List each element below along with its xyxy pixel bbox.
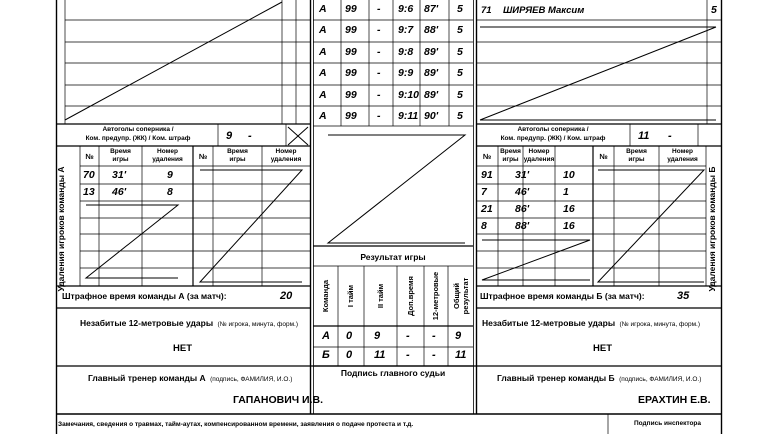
result-h1: 0 — [346, 349, 353, 361]
goal-time: 87' — [424, 3, 439, 15]
goal-dash: - — [377, 89, 381, 101]
team-b-player-value: 5 — [711, 4, 717, 16]
goal-time: 89' — [424, 67, 439, 79]
penalty-b-label: Штрафное время команды Б (за матч): — [480, 291, 645, 301]
team-b-player-number: 71 — [481, 5, 492, 16]
col-header-time-line1: Время — [110, 148, 131, 155]
goal-player-number: 99 — [345, 67, 357, 79]
goal-score: 9:10 — [398, 89, 420, 101]
col-header-time-line1: Время — [227, 148, 248, 155]
team-b-autogoals-value: 11 — [638, 130, 650, 142]
goal-time: 89' — [424, 46, 439, 58]
goal-team: А — [319, 89, 327, 101]
col-header-time-line2: игры — [502, 156, 519, 163]
result-header-4: 12-метровые — [431, 271, 440, 321]
goal-code: 5 — [457, 67, 463, 79]
missed-b-note: (№ игрока, минута, форм.) — [619, 321, 701, 328]
coach-b-label-group — [497, 369, 701, 385]
result-header-2: II тайм — [375, 283, 385, 309]
removal-number: 9 — [167, 169, 173, 181]
goal-team: А — [319, 24, 327, 36]
removal-player-number: 91 — [481, 169, 493, 181]
coach-a-note: (подпись, ФАМИЛИЯ, И.О.) — [210, 376, 293, 383]
result-h2: 11 — [374, 349, 386, 361]
goal-player-number: 99 — [345, 110, 357, 122]
penalty-b-value: 35 — [677, 290, 690, 302]
missed-a-label: Незабитые 12-метровые удары — [80, 318, 214, 328]
result-header-5: Общий результат — [451, 277, 470, 315]
coach-a-name: ГАПАНОВИЧ И.В. — [233, 394, 324, 406]
removal-number: 16 — [563, 220, 575, 232]
removal-time: 86' — [515, 203, 530, 215]
result-h1: 0 — [346, 330, 353, 342]
goal-dash: - — [377, 3, 381, 15]
result-title: Результат игры — [360, 252, 426, 262]
remarks-label: Замечания, сведения о травмах, тайм-аутах, компенсированном времени, заявления о подаче протеста и т.д. — [58, 421, 414, 428]
removal-time: 46' — [112, 186, 127, 198]
goal-team: А — [319, 46, 327, 58]
goal-team: А — [319, 67, 327, 79]
col-header-removal-line1: Номер — [528, 148, 550, 155]
missed-a-value: НЕТ — [173, 343, 192, 354]
removal-number: 8 — [167, 186, 173, 198]
result-total: 11 — [455, 349, 467, 361]
result-extra: - — [406, 330, 410, 342]
team-b-autogoals-dash: - — [668, 130, 672, 142]
goal-code: 5 — [457, 89, 463, 101]
goal-score: 9:11 — [398, 110, 419, 122]
team-a-autogoals-value: 9 — [226, 130, 233, 142]
col-header-number: № — [198, 152, 208, 161]
coach-b-name: ЕРАХТИН Е.В. — [638, 394, 711, 406]
col-header-number: № — [599, 152, 608, 161]
missed-a-label-group — [80, 314, 298, 330]
goal-code: 5 — [457, 24, 463, 36]
goal-code: 5 — [457, 46, 463, 58]
team-a-autogoals-dash: - — [248, 130, 252, 142]
result-team: Б — [322, 349, 330, 361]
result-header-1: I тайм — [346, 284, 355, 308]
col-header-removal-line2: удаления — [152, 156, 183, 163]
goal-score: 9:6 — [398, 3, 414, 15]
removal-time: 46' — [515, 186, 530, 198]
col-header-time-line2: игры — [229, 156, 246, 163]
goal-score: 9:9 — [398, 67, 414, 79]
removal-player-number: 70 — [83, 169, 95, 181]
result-header-3: Доп.время — [405, 276, 415, 316]
col-header-removal-line2: удаления — [667, 156, 698, 163]
penalty-a-value: 20 — [280, 290, 293, 302]
col-header-time-line1: Время — [500, 148, 521, 155]
col-header-time-line2: игры — [112, 156, 129, 163]
goal-time: 89' — [424, 89, 439, 101]
goal-team: А — [319, 3, 327, 15]
result-h2: 9 — [374, 330, 381, 342]
col-header-number: № — [85, 152, 94, 161]
result-total: 9 — [455, 330, 462, 342]
team-a-autogoals-label: Автоголы соперника / Ком. предупр. (ЖК) / Ком. штраф — [85, 126, 191, 142]
team-b-player-name: ШИРЯЕВ Максим — [503, 5, 585, 16]
removal-number: 16 — [563, 203, 575, 215]
removal-player-number: 13 — [83, 186, 95, 198]
col-header-removal-line2: удаления — [270, 156, 302, 163]
result-pen: - — [432, 349, 436, 361]
goal-score: 9:7 — [398, 24, 414, 36]
col-header-time-line1: Время — [626, 148, 647, 155]
side-label-team-a: Удаления игроков команды А — [56, 166, 66, 292]
removal-number: 10 — [563, 169, 575, 181]
result-extra: - — [406, 349, 410, 361]
goal-code: 5 — [457, 110, 463, 122]
goal-player-number: 99 — [345, 24, 357, 36]
missed-b-value: НЕТ — [593, 343, 612, 354]
goal-team: А — [319, 110, 327, 122]
goal-dash: - — [377, 24, 381, 36]
col-header-time-line2: игры — [628, 156, 645, 163]
removal-player-number: 21 — [481, 203, 493, 215]
side-label-team-b: Удаления игроков команды Б — [707, 166, 717, 292]
result-team: А — [322, 330, 330, 342]
goal-player-number: 99 — [345, 89, 357, 101]
col-header-removal-line1: Номер — [275, 148, 297, 155]
team-b-autogoals-label: Автоголы соперника / Ком. предупр. (ЖК) / Ком. штраф — [500, 126, 606, 142]
inspector-signature-label: Подпись инспектора — [634, 420, 702, 427]
coach-b-label: Главный тренер команды Б — [497, 373, 615, 383]
col-header-removal-line1: Номер — [157, 148, 178, 155]
coach-a-label-group — [88, 369, 292, 385]
goal-time: 90' — [424, 110, 439, 122]
goal-player-number: 99 — [345, 46, 357, 58]
result-pen: - — [432, 330, 436, 342]
removal-time: 31' — [112, 169, 127, 181]
removal-time: 31' — [515, 169, 530, 181]
col-header-removal-line2: удаления — [523, 156, 555, 163]
col-header-removal-line1: Номер — [672, 148, 693, 155]
goal-player-number: 99 — [345, 3, 357, 15]
goal-score: 9:8 — [398, 46, 414, 58]
goal-dash: - — [377, 46, 381, 58]
coach-a-label: Главный тренер команды А — [88, 373, 206, 383]
missed-b-label: Незабитые 12-метровые удары — [482, 318, 616, 328]
coach-b-note: (подпись, ФАМИЛИЯ, И.О.) — [619, 376, 702, 383]
missed-a-note: (№ игрока, минута, форм.) — [217, 321, 299, 328]
removal-number: 1 — [563, 186, 569, 198]
removal-player-number: 8 — [481, 220, 487, 232]
referee-signature-label: Подпись главного судьи — [340, 368, 446, 378]
col-header-number: № — [482, 152, 492, 161]
goal-time: 88' — [424, 24, 439, 36]
goal-code: 5 — [457, 3, 463, 15]
goal-dash: - — [377, 67, 381, 79]
missed-b-label-group — [482, 314, 700, 330]
removal-player-number: 7 — [481, 186, 487, 198]
goal-dash: - — [377, 110, 381, 122]
result-header-0: Команда — [320, 279, 330, 313]
penalty-a-label: Штрафное время команды А (за матч): — [62, 291, 227, 301]
removal-time: 88' — [515, 220, 530, 232]
